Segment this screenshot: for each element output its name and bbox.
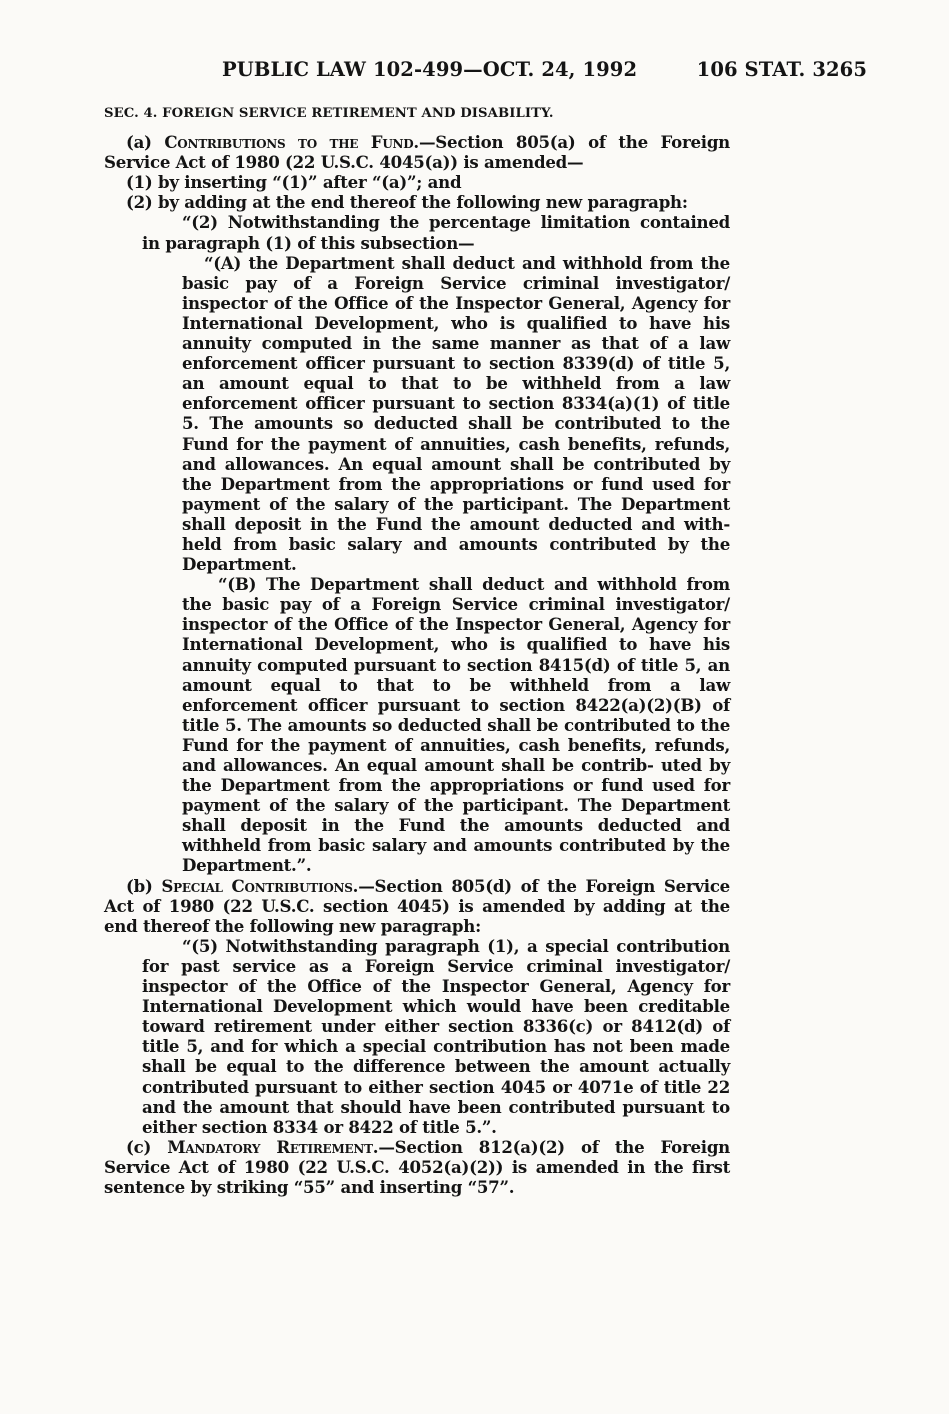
subsection-a [104, 132, 730, 172]
subsection-a-text: —Section 805(a) of the Foreign Service Act of 1980 (22 U.S.C. 4045(a)) is amended— [104, 132, 730, 173]
subsection-a-caption: Contributions to the Fund. [164, 132, 419, 153]
subsection-b-label: (b) [126, 875, 162, 896]
quoted-subparagraph-A: “(A) the Department shall deduct and withhold from the basic pay of a Foreign Service criminal investigator/ inspector of the Office of the Inspector General, Agency for International Development, who is qualified to have his annuity computed in the same manner as that of a law enforcement officer pursuant to section 8339(d) of title 5, an amount equal to that to be withheld from a law enforcement officer pursuant to section 8334(a)(1) of title 5. The amounts so deducted shall be contributed to the Fund for the payment of annuities, cash benefits, refunds, and allowances. An equal amount shall be contributed by the Department from the appropriations or fund used for payment of the salary of the participant. The Department shall deposit in the Fund the amount deducted and with- held from basic salary and amounts contributed by the Department. [182, 252, 730, 575]
subsection-b-text: —Section 805(d) of the Foreign Service Act of 1980 (22 U.S.C. section 4045) is amended by adding at the end thereof the following new paragraph: [104, 875, 730, 936]
section-heading: SEC. 4. FOREIGN SERVICE RETIREMENT AND DISABILITY. [104, 106, 554, 121]
subsection-c-label: (c) [126, 1136, 168, 1157]
subsection-a-label: (a) [126, 132, 165, 153]
statute-page-number: 106 STAT. 3265 [696, 58, 867, 81]
subsection-c-caption: Mandatory Retirement. [167, 1136, 379, 1157]
running-header [222, 58, 867, 88]
amendment-item-2: (2) by adding at the end thereof the following new paragraph: [126, 192, 688, 213]
quoted-subparagraph-B: “(B) The Department shall deduct and withhold from the basic pay of a Foreign Service criminal investigator/ inspector of the Office of the Inspector General, Agency for International Development, who is qualified to have his annuity computed pursuant to section 8415(d) of title 5, an amount equal to that to be withheld from a law enforcement officer pursuant to section 8422(a)(2)(B) of title 5. The amounts so deducted shall be contributed to the Fund for the payment of annuities, cash benefits, refunds, and allowances. An equal amount shall be contrib- uted by the Department from the appropriations or fund used for payment of the salary of the participant. The Department shall deposit in the Fund the amounts deducted and withheld from basic salary and amounts contributed by the Department.”. [182, 574, 730, 876]
subsection-c-text: —Section 812(a)(2) of the Foreign Service Act of 1980 (22 U.S.C. 4052(a)(2)) is amended in the first sentence by striking “55” and inserting “57”. [104, 1136, 730, 1197]
subsection-b-caption: Special Contributions. [161, 875, 359, 896]
quoted-paragraph-2: “(2) Notwithstanding the percentage limitation contained in paragraph (1) of this subsection— [142, 212, 730, 253]
section-body [104, 104, 730, 1197]
amendment-item-1: (1) by inserting “(1)” after “(a)”; and [126, 172, 462, 193]
subsection-b [104, 876, 730, 936]
law-citation: PUBLIC LAW 102-499—OCT. 24, 1992 [222, 58, 638, 81]
subsection-c [104, 1137, 730, 1197]
quoted-paragraph-5: “(5) Notwithstanding paragraph (1), a special contribution for past service as a Foreign Service criminal investigator/ inspector of the Office of the Inspector General, Agency for International Development which would have been creditable toward retirement under either section 8336(c) or 8412(d) of title 5, and for which a special contribution has not been made shall be equal to the difference between the amount actually contributed pursuant to either section 4045 or 4071e of title 22 and the amount that should have been contributed pursuant to either section 8334 or 8422 of title 5.”. [142, 935, 730, 1137]
